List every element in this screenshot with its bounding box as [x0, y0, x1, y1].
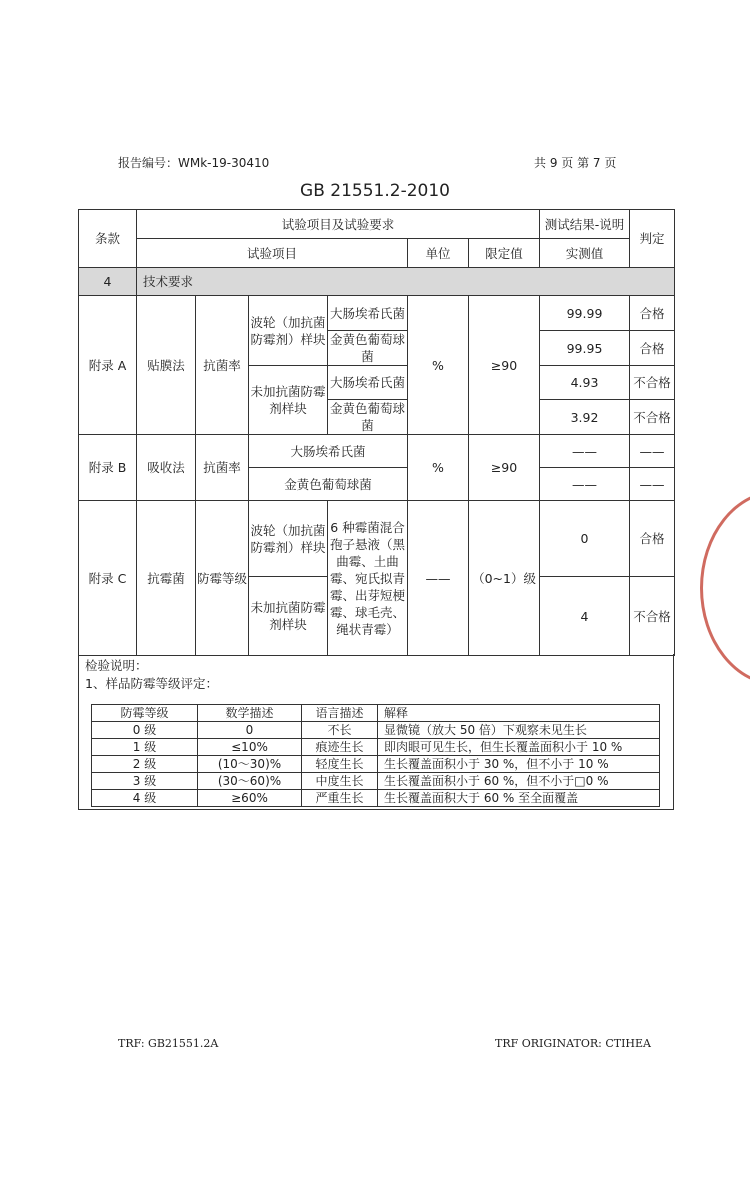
appendix-a-unit: % [408, 296, 469, 435]
report-number: 报告编号：WMk-19-30410 [118, 156, 270, 170]
appendix-c-sample-untreated: 未加抗菌防霉剂样块 [249, 577, 328, 656]
grade-explanation: 生长覆盖面积大于 60 % 至全面覆盖 [378, 790, 660, 807]
appendix-b-limit: ≥90 [469, 435, 540, 501]
appendix-a-result-4: 3.92 [540, 400, 630, 435]
header-unit: 单位 [408, 239, 469, 268]
appendix-b-result-1: —— [540, 435, 630, 468]
header-judgement: 判定 [630, 210, 675, 268]
grade-verbal: 中度生长 [302, 773, 378, 790]
grade-verbal: 不长 [302, 722, 378, 739]
grade-header-verbal: 语言描述 [302, 705, 378, 722]
test-results-table [78, 209, 675, 656]
grade-level: 2 级 [92, 756, 198, 773]
appendix-c-result-2: 4 [540, 577, 630, 656]
appendix-a-result-3: 4.93 [540, 366, 630, 400]
appendix-b-judge-1: —— [630, 435, 675, 468]
appendix-c-judge-1: 合格 [630, 501, 675, 577]
grade-explanation: 显微镜（放大 50 倍）下观察未见生长 [378, 722, 660, 739]
appendix-a-ecoli-1: 大肠埃希氏菌 [328, 296, 408, 331]
grade-explanation: 生长覆盖面积小于 60 %，但不小于□0 % [378, 773, 660, 790]
appendix-b-method: 吸收法 [137, 435, 196, 501]
grade-level: 4 级 [92, 790, 198, 807]
grade-level: 1 级 [92, 739, 198, 756]
header-clause: 条款 [79, 210, 137, 268]
table-row [92, 773, 660, 790]
standard-title: GB 21551.2-2010 [300, 181, 450, 201]
appendix-c-limit: （0~1）级 [469, 501, 540, 656]
header-limit: 限定值 [469, 239, 540, 268]
table-row [92, 756, 660, 773]
appendix-c-method: 抗霉菌 [137, 501, 196, 656]
appendix-a-staph-2: 金黄色葡萄球菌 [328, 400, 408, 435]
appendix-a-result-2: 99.95 [540, 331, 630, 366]
appendix-b-metric: 抗菌率 [196, 435, 249, 501]
appendix-b-unit: % [408, 435, 469, 501]
appendix-a-method: 贴膜法 [137, 296, 196, 435]
grade-explanation: 生长覆盖面积小于 30 %，但不小于 10 % [378, 756, 660, 773]
section-number: 4 [79, 268, 137, 296]
grade-math: ≥60% [198, 790, 302, 807]
appendix-a-judge-1: 合格 [630, 296, 675, 331]
grade-math: 0 [198, 722, 302, 739]
header-measured: 实测值 [540, 239, 630, 268]
table-row [92, 722, 660, 739]
mold-grade-table [91, 704, 660, 807]
appendix-a-judge-3: 不合格 [630, 366, 675, 400]
header-test-item: 试验项目 [137, 239, 408, 268]
appendix-a-judge-4: 不合格 [630, 400, 675, 435]
appendix-a-sample-treated: 波轮（加抗菌防霉剂）样块 [249, 296, 328, 366]
grade-math: ≤10% [198, 739, 302, 756]
notes-label: 检验说明： [85, 658, 148, 673]
appendix-a-metric: 抗菌率 [196, 296, 249, 435]
grade-verbal: 严重生长 [302, 790, 378, 807]
appendix-c-judge-2: 不合格 [630, 577, 675, 656]
appendix-a-sample-untreated: 未加抗菌防霉剂样块 [249, 366, 328, 435]
table-row [92, 790, 660, 807]
appendix-c-clause: 附录 C [79, 501, 137, 656]
appendix-a-limit: ≥90 [469, 296, 540, 435]
header-result-desc: 测试结果-说明 [540, 210, 630, 239]
grade-header-explanation: 解释 [378, 705, 660, 722]
appendix-a-clause: 附录 A [79, 296, 137, 435]
notes-item-1: 1、样品防霉等级评定： [85, 676, 218, 691]
appendix-b-staph: 金黄色葡萄球菌 [249, 468, 408, 501]
grade-header-math: 数学描述 [198, 705, 302, 722]
grade-level: 3 级 [92, 773, 198, 790]
appendix-b-clause: 附录 B [79, 435, 137, 501]
appendix-b-judge-2: —— [630, 468, 675, 501]
grade-explanation: 即肉眼可见生长，但生长覆盖面积小于 10 % [378, 739, 660, 756]
appendix-c-result-1: 0 [540, 501, 630, 577]
appendix-c-unit: —— [408, 501, 469, 656]
footer-originator: TRF ORIGINATOR: CTIHEA [495, 1037, 651, 1050]
appendix-a-ecoli-2: 大肠埃希氏菌 [328, 366, 408, 400]
appendix-a-judge-2: 合格 [630, 331, 675, 366]
grade-math: (10～30)% [198, 756, 302, 773]
appendix-c-metric: 防霉等级 [196, 501, 249, 656]
appendix-a-staph-1: 金黄色葡萄球菌 [328, 331, 408, 366]
appendix-c-sample-treated: 波轮（加抗菌防霉剂）样块 [249, 501, 328, 577]
grade-header-level: 防霉等级 [92, 705, 198, 722]
header-items-requirements: 试验项目及试验要求 [137, 210, 540, 239]
appendix-b-ecoli: 大肠埃希氏菌 [249, 435, 408, 468]
appendix-b-result-2: —— [540, 468, 630, 501]
appendix-a-result-1: 99.99 [540, 296, 630, 331]
table-row [92, 739, 660, 756]
grade-verbal: 痕迹生长 [302, 739, 378, 756]
page-count: 共 9 页 第 7 页 [534, 156, 617, 170]
section-title: 技术要求 [137, 268, 675, 296]
grade-verbal: 轻度生长 [302, 756, 378, 773]
appendix-c-fungi: 6 种霉菌混合孢子悬液（黑曲霉、土曲霉、宛氏拟青霉、出芽短梗霉、球毛壳、绳状青霉） [328, 501, 408, 656]
inspection-seal [700, 490, 750, 686]
grade-math: (30～60)% [198, 773, 302, 790]
grade-level: 0 级 [92, 722, 198, 739]
footer-trf: TRF: GB21551.2A [118, 1037, 219, 1050]
